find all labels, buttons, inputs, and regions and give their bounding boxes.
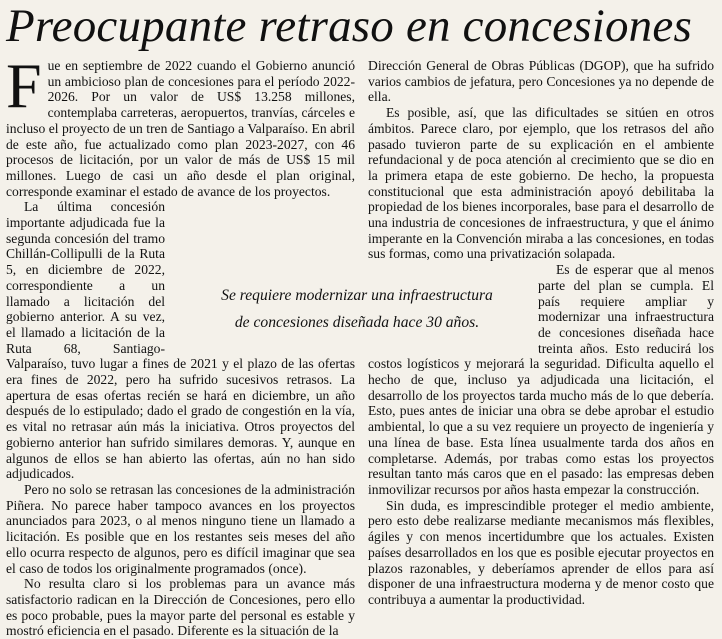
pull-quote: [202, 282, 512, 346]
paragraph-1: [6, 50, 355, 199]
paragraph-2-text: La última concesión importante adjudicada fue la segunda concesión del tramo Chillán-Collipulli de la Ruta 5, en diciembre de 2022, correspondiente a un llamado a licitación del gobierno anterior. A su vez, el llamado a licitación de la Ruta 68, Santiago-Valparaíso, tuvo lugar a fines de 2021 y el plazo de las ofertas era fines de 2022, pero ha sufrido sucesivos retrasos. La apertura de esas ofertas recién se hará en diciembre, un año después de lo estipulado; dado el grado de congestión en la vía, es vital no retrasar aún más la iniciativa. Otros proyectos del gobierno anterior han sufrido similares demoras. Y, aunque en algunos de ellos se han abierto las ofertas, aún no han sido adjudicados.: [6, 199, 355, 482]
paragraph-7-text: Es de esperar que al menos parte del plan se cumpla. El país requiere ampliar y modernizar una infraestructura de concesiones diseñada hace treinta años. Esto reducirá los costos logísticos y mejorará la seguridad. Dificulta aquello el hecho de que, incluso ya adjudicada una licitación, el desarrollo de los proyectos tarda mucho más de lo que debería. Esto, pues antes de iniciar una obra se debe aprobar el estudio ambiental, lo que a su vez requiere un proyecto de ingeniería y una línea de base. Esta línea usualmente tarda dos años en completarse. Además, por trabas como estas los proyectos resultan tanto más caros que en el pasado: las empresas deben inmovilizar recursos por años hasta empezar la construcción.: [368, 262, 714, 497]
paragraph-8: Sin duda, es imprescindible proteger el medio ambiente, pero esto debe realizarse mediante mecanismos más flexibles, ágiles y con menos incertidumbre que los actuales. Existen países desarrollados en los que es posible ejecutar proyectos en plazos razonables, y deberíamos aprender de ellos para así disponer de una infraestructura moderna y de menor costo que contribuya a aumentar la productividad.: [368, 497, 714, 607]
paragraph-5: Dirección General de Obras Públicas (DGOP), que ha sufrido varios cambios de jefatura, pero Concesiones ya no depende de ella.: [368, 58, 714, 105]
headline: Preocupante retraso en concesiones: [6, 0, 692, 52]
paragraph-6: Es posible, así, que las dificultades se sitúen en otros ámbitos. Parece claro, por ejemplo, que los retrasos del año pasado tuvieron parte de su explicación en el ambiente refundacional y de poca atención al crecimiento que se dio en la primera etapa de este gobierno. De hecho, la propuesta constitucional que esta administración apoyó debilitaba la propiedad de los bienes incorporales, base para el desarrollo de una industria de concesiones de infraestructura, y que el ánimo imperante en la Convención miraba a las concesiones, en todas sus formas, como una privatización solapada.: [368, 105, 714, 262]
paragraph-1-text: ue en septiembre de 2022 cuando el Gobierno anunció un ambicioso plan de concesiones para el período 2022-2026. Por un valor de US$ 13.258 millones, contemplaba carreteras, aeropuertos, tranvías, cárceles e incluso el proyecto de un tren de Santiago a Valparaíso. En abril de este año, fue actualizado como plan 2023-2027, con 46 procesos de licitación, por un valor de más de US$ 15 mil millones. Luego de casi un año desde el plan original, corresponde examinar el estado de avance de los proyectos.: [6, 58, 355, 199]
paragraph-3: Pero no solo se retrasan las concesiones de la administración Piñera. No parece haber tampoco avances en los proyectos anunciados para 2023, o al menos ninguno tiene un llamado a licitación. Es posible que en los restantes seis meses del año ello ocurra respecto de algunos, pero es difícil imaginar que sea el caso de todos los originalmente programados (once).: [6, 481, 355, 576]
pull-quote-line-1: Se requiere modernizar una infraestructura: [221, 287, 493, 304]
drop-cap: F: [6, 50, 42, 121]
paragraph-4: No resulta claro si los problemas para un avance más satisfactorio radican en la Dirección de Concesiones, pero ello es poco probable, pues la mayor parte del personal es estable y mostró eficiencia en el pasado. Diferente es la situación de la: [6, 576, 355, 639]
pull-quote-line-2: de concesiones diseñada hace 30 años.: [234, 314, 480, 331]
